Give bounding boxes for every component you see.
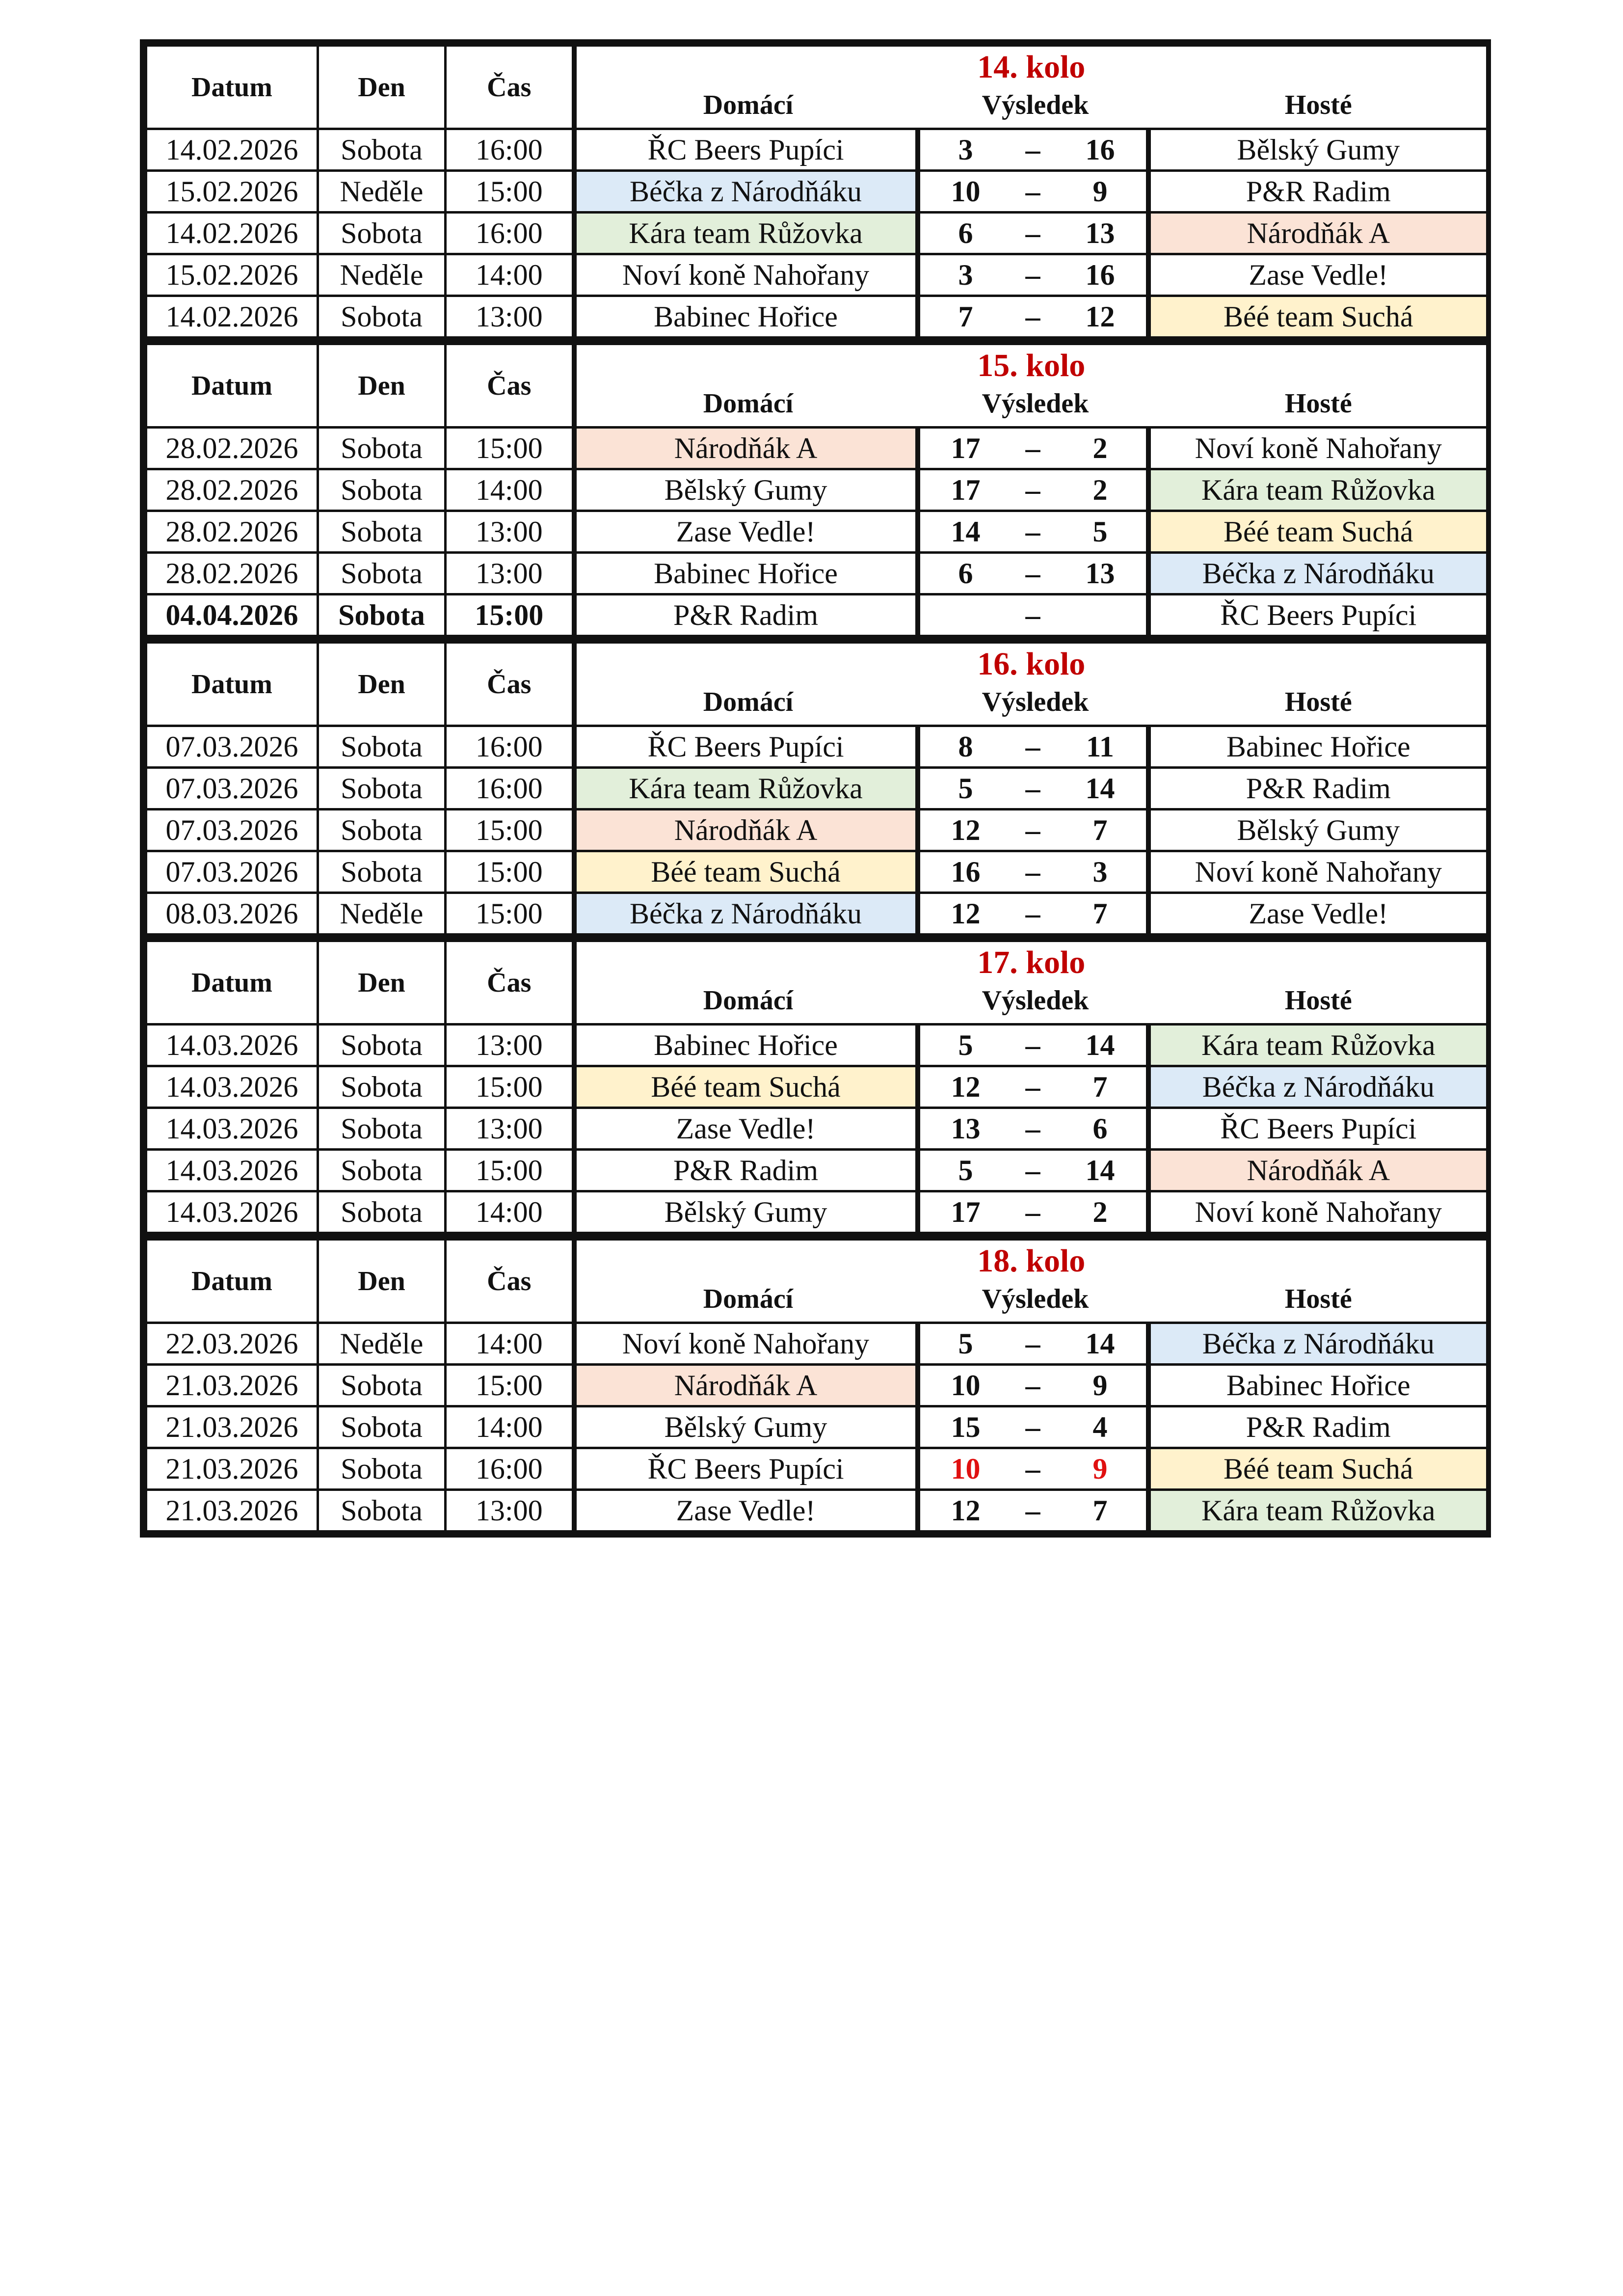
match-day: Sobota [318,428,446,469]
domaci-header: Domácí [703,1283,794,1314]
match-row [146,296,1488,338]
cas-header: Čas [446,643,574,726]
home-score: 13 [951,1112,981,1145]
score-dash: – [1025,259,1040,291]
away-team: Kára team Růžovka [1148,1490,1488,1532]
away-team: Béčka z Národňáku [1148,1323,1488,1365]
match-result [918,1025,1148,1066]
home-team: Babinec Hořice [574,553,918,594]
match-day: Sobota [318,1066,446,1108]
home-team: Babinec Hořice [574,1025,918,1066]
away-score: 7 [1092,814,1108,846]
round-header [574,46,1488,129]
away-team: Noví koně Nahořany [1148,428,1488,469]
cas-header: Čas [446,344,574,428]
home-team: Noví koně Nahořany [574,1323,918,1365]
hoste-header: Hosté [1284,985,1352,1016]
home-score: 6 [958,217,973,249]
away-team: Béčka z Národňáku [1148,1066,1488,1108]
match-result [918,1365,1148,1406]
match-time: 15:00 [446,594,574,636]
domaci-header: Domácí [703,985,794,1016]
match-row [146,893,1488,935]
home-score: 8 [958,730,973,763]
match-time: 16:00 [446,1448,574,1490]
match-row [146,1448,1488,1490]
away-team: ŘC Beers Pupíci [1148,1108,1488,1150]
den-header: Den [318,46,446,129]
score-dash: – [1025,1453,1040,1485]
match-time: 15:00 [446,851,574,893]
match-result [918,1448,1148,1490]
match-row [146,1490,1488,1532]
score-dash: – [1025,1327,1040,1360]
score-dash: – [1025,474,1040,506]
away-team: Kára team Růžovka [1148,1025,1488,1066]
match-day: Sobota [318,1025,446,1066]
score-dash: – [1025,1369,1040,1402]
match-row [146,553,1488,594]
match-date: 07.03.2026 [146,810,318,851]
match-row [146,851,1488,893]
home-score: 10 [951,1369,981,1402]
away-team: Babinec Hořice [1148,726,1488,768]
home-score: 17 [951,474,981,506]
away-team: Béé team Suchá [1148,1448,1488,1490]
match-date: 14.03.2026 [146,1066,318,1108]
match-result [918,1490,1148,1532]
home-score: 3 [958,259,973,291]
match-result [918,511,1148,553]
home-team: Bělský Gumy [574,1191,918,1233]
match-result [918,1323,1148,1365]
away-team: P&R Radim [1148,171,1488,213]
cas-header: Čas [446,1240,574,1323]
match-row [146,213,1488,254]
match-row [146,1108,1488,1150]
domaci-header: Domácí [703,89,794,120]
score-dash: – [1025,1029,1040,1061]
score-dash: – [1025,300,1040,333]
match-date: 28.02.2026 [146,469,318,511]
domaci-header: Domácí [703,388,794,419]
away-score: 16 [1085,259,1115,291]
vysledek-header: Výsledek [982,686,1089,717]
match-time: 14:00 [446,1323,574,1365]
datum-header: Datum [146,1240,318,1323]
round-header [574,1240,1488,1323]
match-time: 16:00 [446,726,574,768]
match-row [146,129,1488,171]
score-dash: – [1025,1196,1040,1228]
away-team: P&R Radim [1148,768,1488,810]
match-date: 21.03.2026 [146,1490,318,1532]
score-dash: – [1025,772,1040,805]
hoste-header: Hosté [1284,1283,1352,1314]
home-score: 5 [958,772,973,805]
home-score: 6 [958,557,973,590]
away-team: Zase Vedle! [1148,893,1488,935]
score-dash: – [1025,557,1040,590]
home-team: ŘC Beers Pupíci [574,1448,918,1490]
match-row [146,1191,1488,1233]
away-team: Kára team Růžovka [1148,469,1488,511]
match-day: Sobota [318,213,446,254]
match-result [918,1066,1148,1108]
round-table [140,935,1491,1239]
home-score: 7 [958,300,973,333]
away-score: 2 [1092,474,1108,506]
round-header [574,941,1488,1025]
datum-header: Datum [146,344,318,428]
away-score [1055,596,1146,634]
away-team: Noví koně Nahořany [1148,1191,1488,1233]
den-header: Den [318,643,446,726]
match-date: 21.03.2026 [146,1448,318,1490]
match-day: Sobota [318,553,446,594]
den-header: Den [318,1240,446,1323]
cas-header: Čas [446,46,574,129]
match-date: 07.03.2026 [146,768,318,810]
match-result [918,594,1148,636]
match-row [146,1066,1488,1108]
away-score: 2 [1092,1196,1108,1228]
match-day: Sobota [318,469,446,511]
score-dash: – [1025,515,1040,548]
away-score: 2 [1092,432,1108,464]
home-score: 5 [958,1029,973,1061]
home-score: 15 [951,1411,981,1443]
match-date: 04.04.2026 [146,594,318,636]
hoste-header: Hosté [1284,686,1352,717]
match-result [918,810,1148,851]
domaci-header: Domácí [703,686,794,717]
hoste-header: Hosté [1284,89,1352,120]
round-title: 18. kolo [977,1243,1086,1279]
away-score: 16 [1085,134,1115,166]
match-time: 14:00 [446,1406,574,1448]
match-result [918,893,1148,935]
match-row [146,511,1488,553]
home-team: Béčka z Národňáku [574,171,918,213]
match-time: 15:00 [446,893,574,935]
match-time: 15:00 [446,1365,574,1406]
match-date: 15.02.2026 [146,254,318,296]
home-team: Zase Vedle! [574,1490,918,1532]
home-score: 12 [951,897,981,930]
match-day: Sobota [318,1448,446,1490]
score-dash: – [1025,599,1040,631]
match-date: 08.03.2026 [146,893,318,935]
home-team: Zase Vedle! [574,511,918,553]
home-score: 12 [951,814,981,846]
home-score: 10 [951,1453,981,1485]
match-day: Sobota [318,1150,446,1191]
round-table [140,338,1491,642]
match-row [146,1365,1488,1406]
away-team: Zase Vedle! [1148,254,1488,296]
round-title: 14. kolo [977,49,1086,85]
home-team: Kára team Růžovka [574,213,918,254]
vysledek-header: Výsledek [982,388,1089,419]
away-team: P&R Radim [1148,1406,1488,1448]
vysledek-header: Výsledek [982,89,1089,120]
hoste-header: Hosté [1284,388,1352,419]
match-date: 14.03.2026 [146,1150,318,1191]
score-dash: – [1025,217,1040,249]
datum-header: Datum [146,46,318,129]
match-date: 07.03.2026 [146,851,318,893]
match-result [918,428,1148,469]
away-team: Babinec Hořice [1148,1365,1488,1406]
match-time: 16:00 [446,129,574,171]
away-score: 11 [1086,730,1114,763]
match-day: Sobota [318,511,446,553]
match-row [146,469,1488,511]
match-time: 16:00 [446,768,574,810]
match-result [918,1406,1148,1448]
home-team: Kára team Růžovka [574,768,918,810]
away-team: Bělský Gumy [1148,810,1488,851]
home-score: 17 [951,432,981,464]
match-time: 13:00 [446,511,574,553]
home-score: 17 [951,1196,981,1228]
away-score: 6 [1092,1112,1108,1145]
home-score: 5 [958,1154,973,1187]
match-date: 28.02.2026 [146,428,318,469]
away-score: 7 [1092,897,1108,930]
home-team: Zase Vedle! [574,1108,918,1150]
match-result [918,1191,1148,1233]
away-score: 14 [1085,1154,1115,1187]
home-team: Babinec Hořice [574,296,918,338]
match-result [918,851,1148,893]
match-time: 15:00 [446,1150,574,1191]
round-header [574,344,1488,428]
match-result [918,129,1148,171]
match-time: 13:00 [446,296,574,338]
score-dash: – [1025,730,1040,763]
match-result [918,296,1148,338]
match-day: Sobota [318,594,446,636]
round-header [574,643,1488,726]
match-day: Sobota [318,810,446,851]
match-day: Neděle [318,893,446,935]
away-team: ŘC Beers Pupíci [1148,594,1488,636]
den-header: Den [318,941,446,1025]
away-score: 13 [1085,217,1115,249]
match-time: 13:00 [446,1025,574,1066]
match-day: Sobota [318,1406,446,1448]
match-row [146,768,1488,810]
den-header: Den [318,344,446,428]
score-dash: – [1025,1071,1040,1103]
match-date: 22.03.2026 [146,1323,318,1365]
away-team: Béé team Suchá [1148,511,1488,553]
match-day: Sobota [318,1365,446,1406]
match-day: Sobota [318,296,446,338]
match-row [146,171,1488,213]
match-time: 15:00 [446,171,574,213]
match-time: 15:00 [446,1066,574,1108]
away-score: 14 [1085,772,1115,805]
round-title: 16. kolo [977,646,1086,682]
home-team: Noví koně Nahořany [574,254,918,296]
match-time: 16:00 [446,213,574,254]
datum-header: Datum [146,941,318,1025]
round-table [140,39,1491,344]
home-score: 3 [958,134,973,166]
match-day: Sobota [318,1490,446,1532]
match-date: 21.03.2026 [146,1406,318,1448]
away-team: Béé team Suchá [1148,296,1488,338]
match-time: 15:00 [446,428,574,469]
home-score: 16 [951,856,981,888]
match-date: 28.02.2026 [146,511,318,553]
match-day: Sobota [318,851,446,893]
round-title: 15. kolo [977,348,1086,383]
match-day: Sobota [318,1191,446,1233]
match-result [918,469,1148,511]
match-date: 14.02.2026 [146,213,318,254]
match-day: Sobota [318,1108,446,1150]
datum-header: Datum [146,643,318,726]
score-dash: – [1025,1494,1040,1527]
match-row [146,594,1488,636]
home-team: P&R Radim [574,594,918,636]
match-day: Sobota [318,768,446,810]
home-team: Národňák A [574,1365,918,1406]
match-time: 13:00 [446,553,574,594]
away-score: 4 [1092,1411,1108,1443]
score-dash: – [1025,432,1040,464]
match-time: 14:00 [446,469,574,511]
match-row [146,1323,1488,1365]
match-row [146,1406,1488,1448]
away-score: 9 [1092,1453,1108,1485]
match-time: 15:00 [446,810,574,851]
match-date: 14.03.2026 [146,1191,318,1233]
round-title: 17. kolo [977,945,1086,980]
match-day: Neděle [318,254,446,296]
match-result [918,1108,1148,1150]
away-team: Národňák A [1148,1150,1488,1191]
match-date: 07.03.2026 [146,726,318,768]
away-score: 9 [1092,1369,1108,1402]
home-score: 12 [951,1494,981,1527]
away-score: 3 [1092,856,1108,888]
match-row [146,810,1488,851]
match-date: 14.03.2026 [146,1108,318,1150]
match-row [146,428,1488,469]
away-score: 13 [1085,557,1115,590]
score-dash: – [1025,1411,1040,1443]
score-dash: – [1025,134,1040,166]
score-dash: – [1025,175,1040,208]
match-day: Neděle [318,171,446,213]
match-time: 14:00 [446,1191,574,1233]
home-score: 5 [958,1327,973,1360]
match-day: Sobota [318,726,446,768]
match-date: 21.03.2026 [146,1365,318,1406]
match-day: Sobota [318,129,446,171]
home-team: Béé team Suchá [574,851,918,893]
vysledek-header: Výsledek [982,1283,1089,1314]
vysledek-header: Výsledek [982,985,1089,1016]
match-time: 13:00 [446,1490,574,1532]
score-dash: – [1025,814,1040,846]
match-result [918,726,1148,768]
match-date: 15.02.2026 [146,171,318,213]
match-row [146,726,1488,768]
away-score: 7 [1092,1494,1108,1527]
home-team: Béé team Suchá [574,1066,918,1108]
away-score: 14 [1085,1327,1115,1360]
match-time: 14:00 [446,254,574,296]
home-score: 14 [951,515,981,548]
match-date: 14.03.2026 [146,1025,318,1066]
home-team: ŘC Beers Pupíci [574,726,918,768]
match-date: 14.02.2026 [146,129,318,171]
away-team: Béčka z Národňáku [1148,553,1488,594]
home-score [920,596,1011,634]
home-team: Národňák A [574,810,918,851]
match-result [918,768,1148,810]
home-team: P&R Radim [574,1150,918,1191]
match-result [918,254,1148,296]
match-time: 13:00 [446,1108,574,1150]
away-score: 5 [1092,515,1108,548]
match-date: 14.02.2026 [146,296,318,338]
home-team: Bělský Gumy [574,1406,918,1448]
match-result [918,171,1148,213]
home-team: ŘC Beers Pupíci [574,129,918,171]
match-result [918,1150,1148,1191]
match-row [146,1150,1488,1191]
home-team: Béčka z Národňáku [574,893,918,935]
away-score: 12 [1085,300,1115,333]
match-date: 28.02.2026 [146,553,318,594]
match-row [146,1025,1488,1066]
score-dash: – [1025,1154,1040,1187]
home-team: Bělský Gumy [574,469,918,511]
away-team: Bělský Gumy [1148,129,1488,171]
match-result [918,213,1148,254]
round-table [140,636,1491,941]
round-table [140,1233,1491,1538]
match-day: Neděle [318,1323,446,1365]
away-team: Noví koně Nahořany [1148,851,1488,893]
away-score: 14 [1085,1029,1115,1061]
match-row [146,254,1488,296]
away-score: 7 [1092,1071,1108,1103]
match-result [918,553,1148,594]
score-dash: – [1025,897,1040,930]
score-dash: – [1025,856,1040,888]
home-score: 12 [951,1071,981,1103]
score-dash: – [1025,1112,1040,1145]
away-team: Národňák A [1148,213,1488,254]
home-team: Národňák A [574,428,918,469]
away-score: 9 [1092,175,1108,208]
cas-header: Čas [446,941,574,1025]
home-score: 10 [951,175,981,208]
